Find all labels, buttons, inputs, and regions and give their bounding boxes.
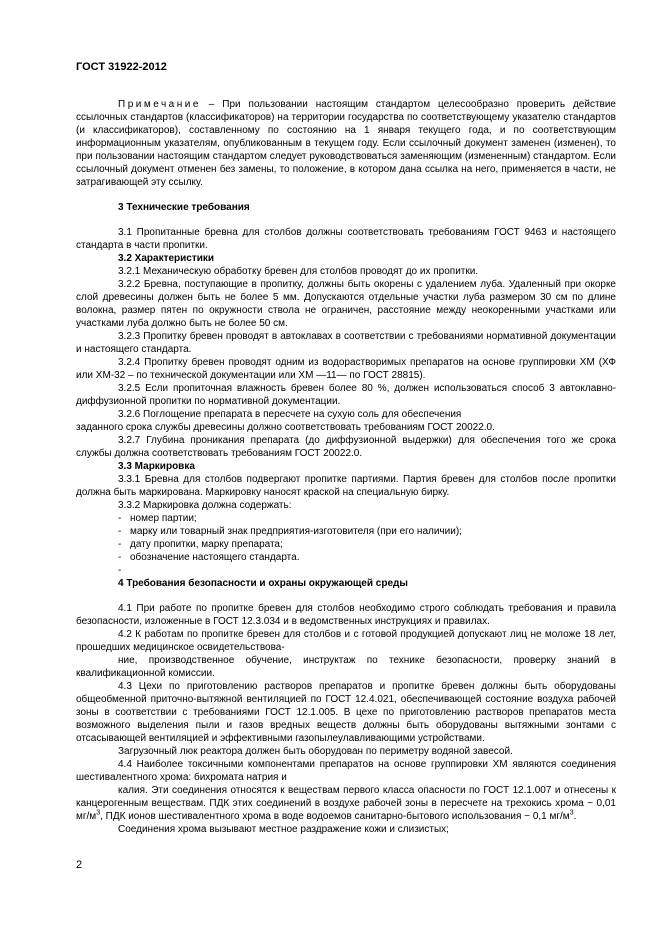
document-header: ГОСТ 31922-2012: [76, 61, 167, 73]
paragraph-4-4-c: Соединения хрома вызывают местное раздражение кожи и слизистых;: [118, 824, 449, 835]
paragraph-3-3-2: 3.3.2 Маркировка должна содержать:: [118, 500, 292, 511]
paragraph-4-1: 4.1 При работе по пропитке бревен для столбов необходимо строго соблюдать требования и правила безопасности, изложенные в ГОСТ 12.3.034 и в ведомственных инструкциях и правилах.: [76, 603, 616, 627]
note-text: – При пользовании настоящим стандартом целесообразно проверить действие ссылочных стандартов (классификаторов) на территории государства по соответствующему указателю стандартов (и классификаторов), составленному по состоянию на 1 января текущего года, и по соответствующим информационным указателям, опубликованным в текущем году. Если ссылочный документ заменен (изменен), то при пользовании настоящим стандартом следует руководствоваться заменяющим (измененным) стандартом. Если ссылочный документ отменен без замены, то положение, в котором дана ссылка на него, применяется в части, не затрагивающей эту ссылку.: [76, 99, 616, 188]
paragraph-4-3: 4.3 Цехи по приготовлению растворов препаратов и пропитке бревен должны быть оборудованы общеобменной приточно-вытяжной вентиляцией по ГОСТ 12.4.021, обеспечивающей состояние воздуха рабочей зоны в соответствии с требованиями ГОСТ 12.1.005. В цехе по приготовлению растворов препаратов места возможного выделения пыли и газов вредных веществ должны быть оборудованы вытяжными зонтами с отсасывающей вентиляцией и эффективными газопылеулавливающими устройствами.: [76, 681, 616, 744]
paragraph-4-3-b: Загрузочный люк реактора должен быть оборудован по периметру водяной завесой.: [118, 746, 513, 757]
list-item: - дату пропитки, марку препарата;: [118, 539, 283, 550]
marking-list: [76, 512, 616, 577]
heading-3-2: 3.2 Характеристики: [118, 253, 215, 264]
paragraph-3-2-1: 3.2.1 Механическую обработку бревен для столбов проводят до их пропитки.: [118, 266, 479, 277]
page-number: 2: [76, 859, 83, 871]
paragraph-3-1: 3.1 Пропитанные бревна для столбов должны соответствовать требованиям ГОСТ 9463 и настоящего стандарта в части пропитки.: [76, 227, 616, 251]
note-paragraph: [76, 98, 616, 189]
list-item: - обозначение настоящего стандарта.: [118, 552, 300, 563]
paragraph-3-3-1: 3.3.1 Бревна для столбов подвергают пропитке партиями. Партия бревен для столбов после пропитки должна быть маркирована. Маркировку наносят краской на специальную бирку.: [76, 474, 616, 498]
paragraph-4-2-cont: ние, производственное обучение, инструктаж по технике безопасности, проверку знаний в квалификационной комиссии.: [76, 655, 616, 679]
paragraph-4-4: 4.4 Наиболее токсичными компонентами препаратов на основе группировки ХМ являются соединения шестивалентного хрома: бихромата натрия и: [76, 759, 616, 783]
paragraph-3-2-2: 3.2.2 Бревна, поступающие в пропитку, должны быть окорены с удалением луба. Удаленный при окорке слой древесины должен быть не более 5 мм. Допускаются отдельные участки луба размером 30 см по длине волокна, размер пятен по окружности ствола не ограничен, расстояние между неокоренными участками или участками луба должно быть не более 50 см.: [76, 279, 616, 329]
note-label: Примечание: [118, 99, 201, 110]
section-4-heading: 4 Требования безопасности и охраны окружающей среды: [118, 578, 408, 589]
list-item: - номер партии;: [118, 513, 197, 524]
paragraph-4-2: 4.2 К работам по пропитке бревен для столбов и с готовой продукцией допускают лиц не моложе 18 лет, прошедших медицинское освидетельствова-: [76, 629, 616, 653]
paragraph-3-2-5: 3.2.5 Если пропиточная влажность бревен более 80 %, должен использоваться способ 3 автоклавно-диффузионной пропитки по нормативной документации.: [76, 383, 616, 407]
list-item-empty: -: [118, 565, 122, 576]
document-body: [76, 98, 616, 836]
paragraph-3-2-6: 3.2.6 Поглощение препарата в пересчете на сухую соль для обеспечения: [118, 409, 462, 420]
heading-3-3: 3.3 Маркировка: [118, 461, 195, 472]
section-3-heading: 3 Технические требования: [118, 202, 250, 213]
list-item: - марку или товарный знак предприятия-изготовителя (при его наличии);: [118, 526, 462, 537]
paragraph-3-2-7: 3.2.7 Глубина проникания препарата (до диффузионной выдержки) для обеспечения того же срока службы должна соответствовать требованиям ГОСТ 20022.0.: [76, 435, 616, 459]
paragraph-4-4-cont: калия. Эти соединения относятся к веществам первого класса опасности по ГОСТ 12.1.007 и отнесены к канцерогенным веществам. ПДК этих соединений в воздухе рабочей зоны в пересчете на трехокись хрома − 0,01 $мг/м^3$, ПДК ионов шестивалентного хрома в воде водоемов санитарно-бытового использования − 0,1 $мг/м^3$.: [76, 785, 616, 822]
paragraph-3-2-6-cont: заданного срока службы древесины должно соответствовать требованиям ГОСТ 20022.0.: [76, 422, 495, 433]
paragraph-3-2-3: 3.2.3 Пропитку бревен проводят в автоклавах в соответствии с требованиями нормативной документации и настоящего стандарта.: [76, 331, 616, 355]
paragraph-3-2-4: 3.2.4 Пропитку бревен проводят одним из водорастворимых препаратов на основе группировки ХМ (ХФ или ХМ-32 – по технической документации или ХМ —11— по ГОСТ 28815).: [76, 357, 616, 381]
